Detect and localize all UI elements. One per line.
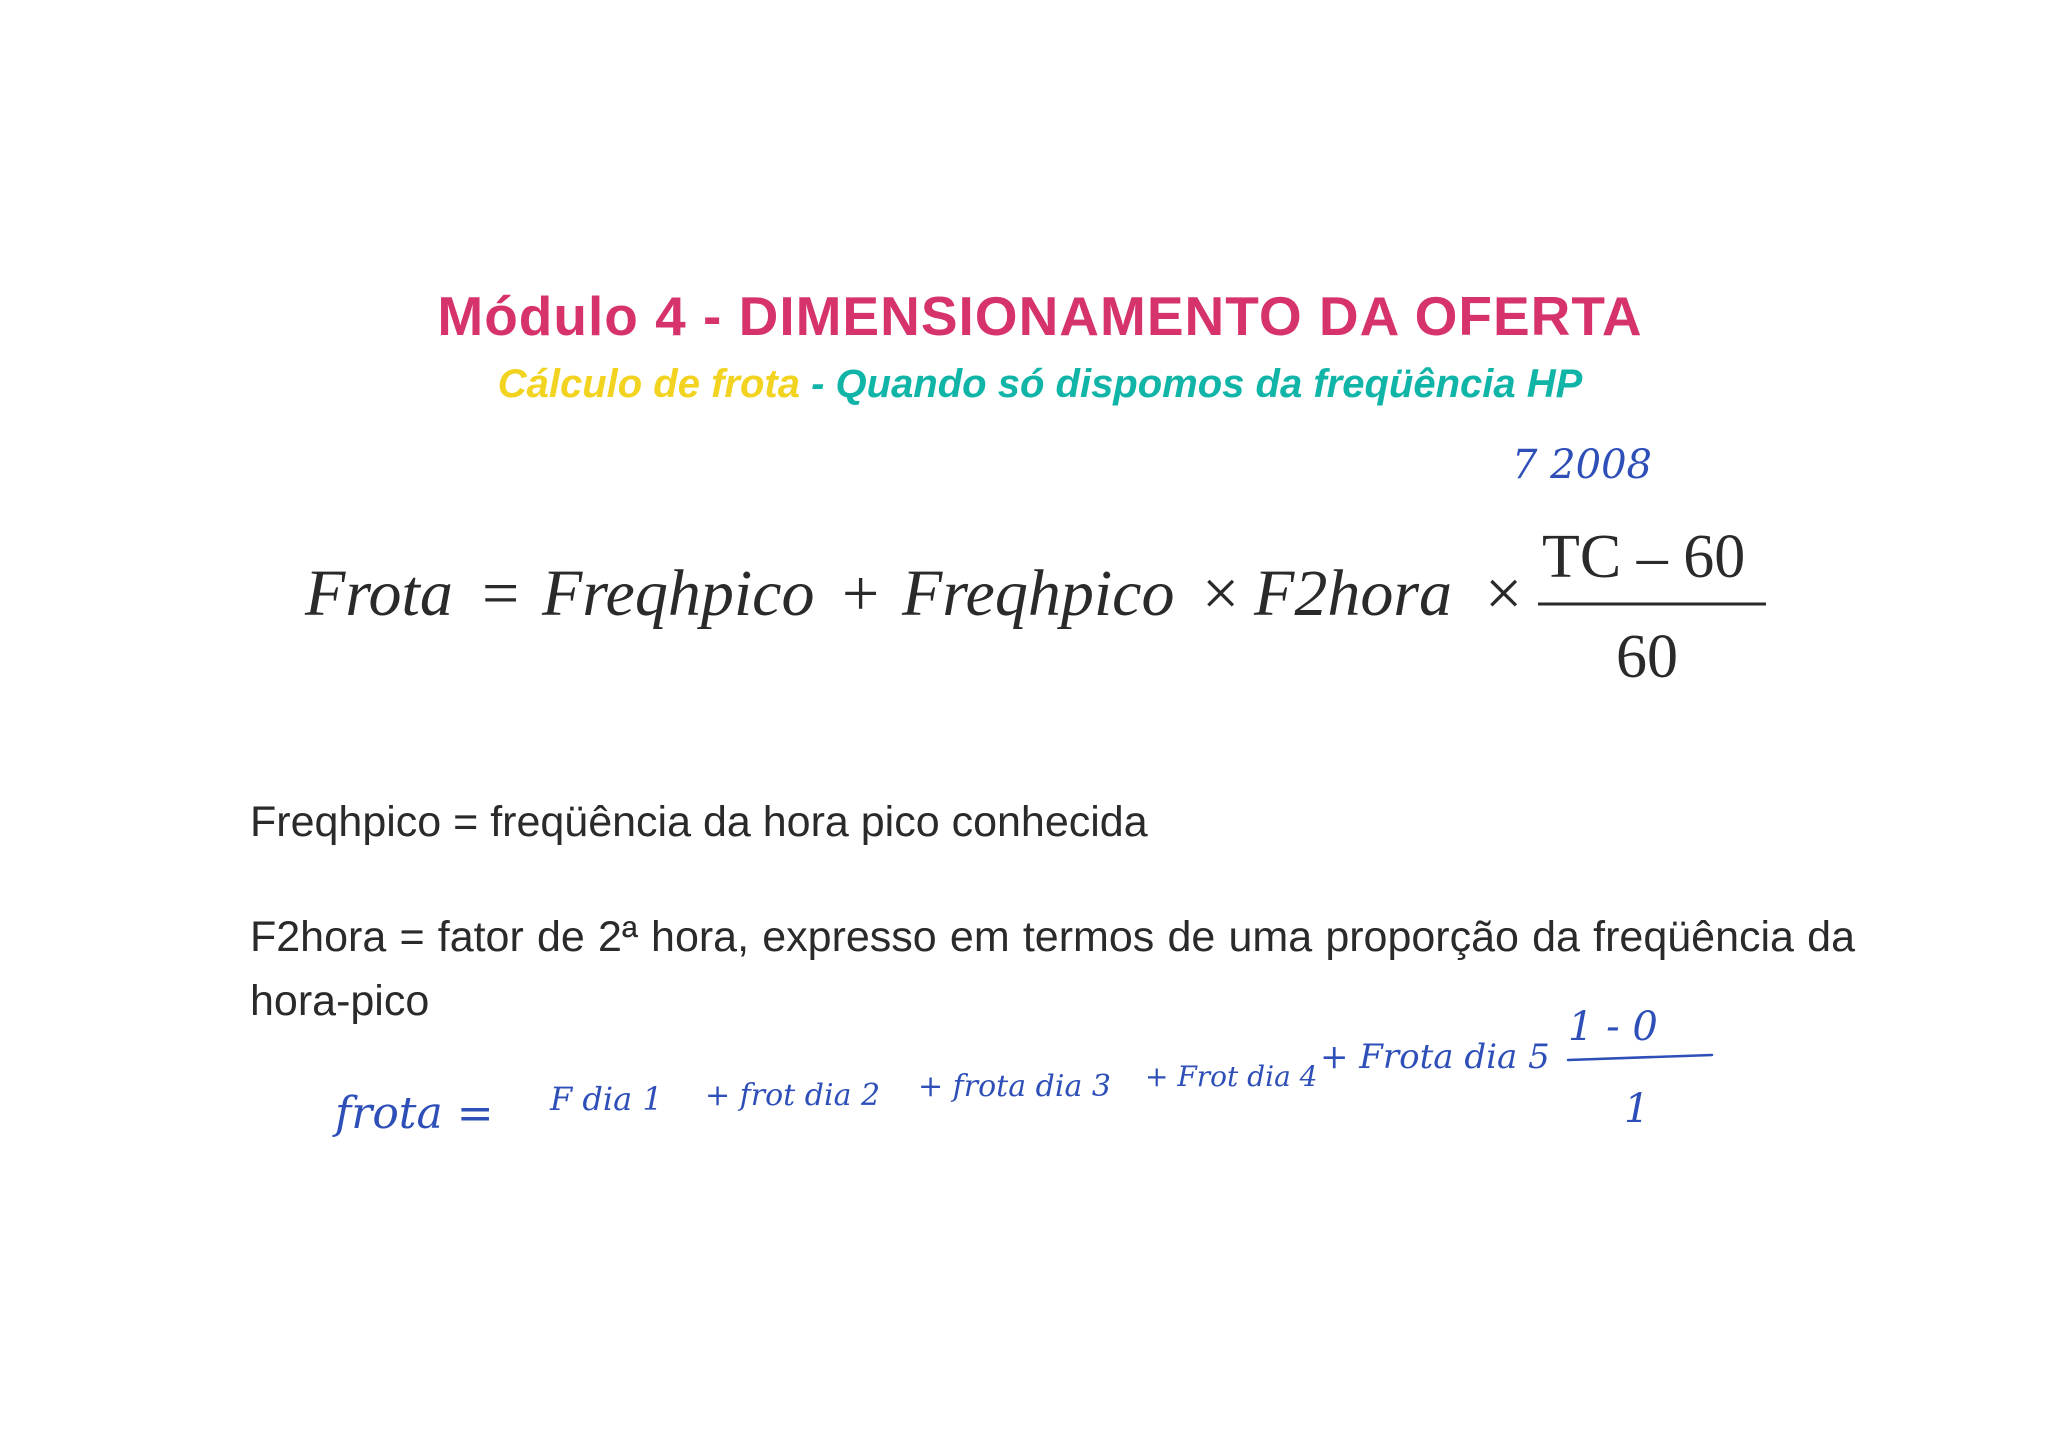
hw-term-day5: + Frota dia 5: [1320, 1037, 1550, 1077]
module-title: Módulo 4 - DIMENSIONAMENTO DA OFERTA: [437, 285, 1643, 347]
hw-term-day1: F dia 1: [550, 1080, 663, 1118]
hw-term-day3: + frota dia 3: [918, 1069, 1111, 1104]
formula-times-1: ×: [1202, 557, 1240, 630]
hw-fraction-denominator: 1: [1624, 1086, 1650, 1132]
subtitle-separator: -: [799, 362, 836, 406]
hw-frota-lhs: frota =: [335, 1088, 494, 1139]
formula-times-2: ×: [1485, 557, 1523, 630]
subtitle-frequency-hp: Quando só dispomos da freqüência HP: [835, 362, 1583, 406]
formula-plus: +: [842, 557, 880, 630]
hw-fraction-numerator: 1 - 0: [1568, 1004, 1658, 1050]
definition-f2hora: F2hora = fator de 2ª hora, expresso em termos de uma proporção da freqüência da hora-pico: [250, 913, 1855, 1025]
formula-term-f2hora: F2hora: [1254, 557, 1452, 630]
subtitle-fleet-calculation: Cálculo de frota: [497, 362, 800, 406]
definition-freqhpico: Freqhpico = freqüência da hora pico conhecida: [250, 798, 1148, 846]
hw-term-day2: + frot dia 2: [705, 1078, 881, 1113]
formula-numerator: TC – 60: [1542, 523, 1746, 591]
hw-term-day4: + Frot dia 4: [1145, 1060, 1318, 1093]
formula-equals: =: [482, 557, 520, 630]
handwritten-date-note: 7 2008: [1512, 442, 1652, 488]
formula-term-freqhpico-2: Freqhpico: [902, 557, 1175, 630]
formula-term-freqhpico-1: Freqhpico: [542, 557, 815, 630]
hw-fraction-bar: [1568, 1055, 1712, 1060]
formula-lhs: Frota: [305, 557, 453, 630]
formula-denominator: 60: [1616, 623, 1678, 691]
main-formula: [304, 523, 1766, 691]
